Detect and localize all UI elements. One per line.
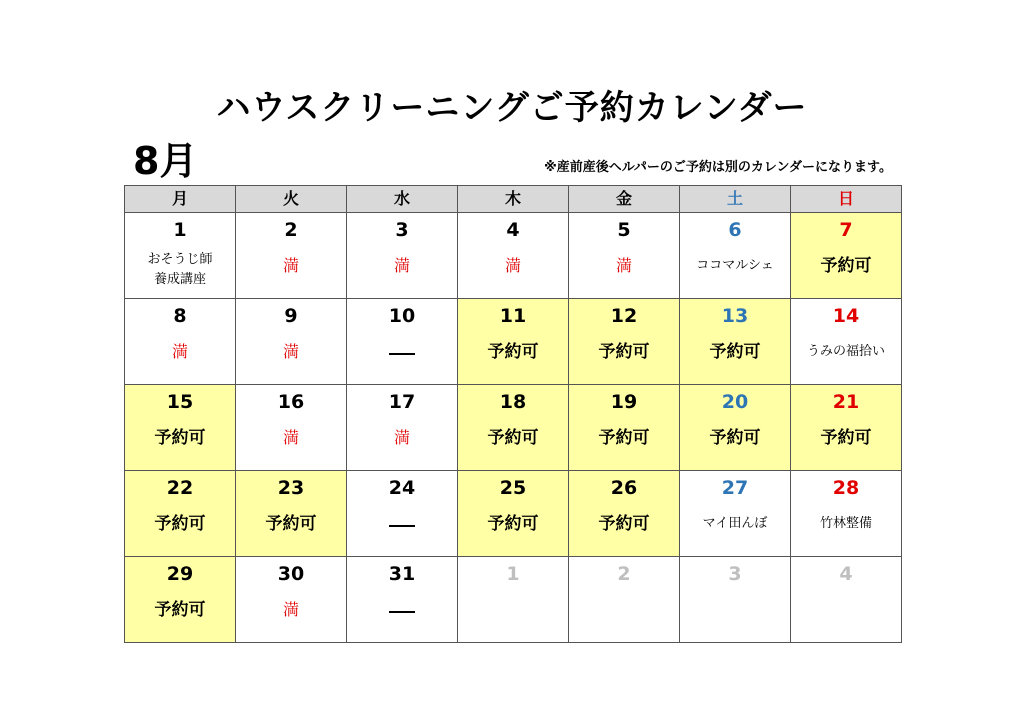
day-status: 予約可: [265, 514, 317, 534]
day-status: 満: [282, 256, 299, 275]
day-cell-19[interactable]: [569, 385, 680, 471]
day-status: 満: [171, 342, 188, 361]
next-month-cell-4: [791, 557, 902, 643]
day-status: 予約可: [820, 428, 872, 448]
day-cell-15[interactable]: [125, 385, 236, 471]
weekday-tue: 火: [236, 186, 347, 213]
day-status: 予約可: [487, 342, 539, 362]
day-status: ココマルシェ: [696, 258, 774, 273]
day-cell-7[interactable]: [791, 213, 902, 299]
day-number: 14: [832, 305, 860, 327]
day-status: 満: [504, 256, 521, 275]
day-cell-24[interactable]: [347, 471, 458, 557]
day-status: 満: [282, 428, 299, 447]
day-number: 5: [617, 219, 631, 241]
day-number: 20: [721, 391, 749, 413]
closed-dash: [389, 525, 415, 527]
day-cell-14[interactable]: [791, 299, 902, 385]
day-number: 3: [395, 219, 409, 241]
day-cell-30[interactable]: [236, 557, 347, 643]
day-number: 11: [499, 305, 527, 327]
day-cell-6[interactable]: [680, 213, 791, 299]
day-cell-21[interactable]: [791, 385, 902, 471]
day-number: 4: [506, 219, 520, 241]
day-number: 25: [499, 477, 527, 499]
day-cell-28[interactable]: [791, 471, 902, 557]
day-number: 19: [610, 391, 638, 413]
weekday-header-row: [125, 186, 902, 213]
day-cell-27[interactable]: [680, 471, 791, 557]
day-number: 18: [499, 391, 527, 413]
day-cell-31[interactable]: [347, 557, 458, 643]
day-number: 30: [277, 563, 305, 585]
note-text: ※産前産後ヘルパーのご予約は別のカレンダーになります。: [544, 160, 892, 175]
week-row: [125, 557, 902, 643]
day-status: 竹林整備: [819, 516, 872, 531]
weekday-thu: 木: [458, 186, 569, 213]
next-month-cell-1: [458, 557, 569, 643]
day-status: 予約可: [598, 514, 650, 534]
day-status: 予約可: [487, 514, 539, 534]
day-cell-25[interactable]: [458, 471, 569, 557]
day-status: うみの福拾い: [806, 344, 885, 359]
day-number: 24: [388, 477, 416, 499]
day-number: 21: [832, 391, 860, 413]
closed-dash: [389, 611, 415, 613]
day-cell-11[interactable]: [458, 299, 569, 385]
day-status: 満: [393, 256, 410, 275]
day-status: マイ田んぼ: [702, 516, 768, 531]
day-cell-3[interactable]: [347, 213, 458, 299]
day-cell-29[interactable]: [125, 557, 236, 643]
day-number: 1: [173, 219, 187, 241]
day-number: 6: [728, 219, 742, 241]
day-number: 9: [284, 305, 298, 327]
next-month-cell-3: [680, 557, 791, 643]
day-number: 28: [832, 477, 860, 499]
day-cell-9[interactable]: [236, 299, 347, 385]
week-row: [125, 471, 902, 557]
day-number: 26: [610, 477, 638, 499]
day-number: 4: [839, 563, 853, 585]
day-status: 満: [393, 428, 410, 447]
day-cell-13[interactable]: [680, 299, 791, 385]
closed-dash: [389, 353, 415, 355]
weekday-mon: 月: [125, 186, 236, 213]
day-cell-8[interactable]: [125, 299, 236, 385]
day-cell-23[interactable]: [236, 471, 347, 557]
day-cell-26[interactable]: [569, 471, 680, 557]
day-cell-12[interactable]: [569, 299, 680, 385]
day-status: 予約可: [709, 428, 761, 448]
day-cell-18[interactable]: [458, 385, 569, 471]
day-number: 16: [277, 391, 305, 413]
week-row: [125, 385, 902, 471]
day-cell-2[interactable]: [236, 213, 347, 299]
day-status: 予約可: [709, 342, 761, 362]
day-number: 3: [728, 563, 742, 585]
weekday-sun: 日: [791, 186, 902, 213]
day-cell-17[interactable]: [347, 385, 458, 471]
day-status: 予約可: [487, 428, 539, 448]
day-number: 12: [610, 305, 638, 327]
day-status: 予約可: [598, 342, 650, 362]
day-number: 8: [173, 305, 187, 327]
page-title: ハウスクリーニングご予約カレンダー: [216, 88, 808, 128]
day-status: 予約可: [154, 600, 206, 620]
day-number: 22: [166, 477, 194, 499]
day-status: 予約可: [154, 514, 206, 534]
week-row: [125, 213, 902, 299]
day-cell-16[interactable]: [236, 385, 347, 471]
day-number: 15: [166, 391, 194, 413]
day-number: 17: [388, 391, 416, 413]
day-status: 予約可: [154, 428, 206, 448]
day-cell-1[interactable]: [125, 213, 236, 299]
day-cell-4[interactable]: [458, 213, 569, 299]
day-number: 13: [721, 305, 749, 327]
day-number: 23: [277, 477, 305, 499]
day-number: 27: [721, 477, 749, 499]
day-number: 2: [284, 219, 298, 241]
calendar-table: [124, 185, 902, 643]
day-status: 満: [615, 256, 632, 275]
next-month-cell-2: [569, 557, 680, 643]
week-row: [125, 299, 902, 385]
day-cell-22[interactable]: [125, 471, 236, 557]
day-cell-20[interactable]: [680, 385, 791, 471]
weekday-sat: 土: [680, 186, 791, 213]
day-number: 1: [506, 563, 520, 585]
day-status: 予約可: [820, 256, 872, 276]
day-status: おそうじ師 養成講座: [147, 252, 213, 287]
day-status: 満: [282, 600, 299, 619]
weekday-fri: 金: [569, 186, 680, 213]
day-cell-10[interactable]: [347, 299, 458, 385]
day-number: 29: [166, 563, 194, 585]
day-status: 予約可: [598, 428, 650, 448]
day-status: 満: [282, 342, 299, 361]
day-cell-5[interactable]: [569, 213, 680, 299]
day-number: 2: [617, 563, 631, 585]
weekday-wed: 水: [347, 186, 458, 213]
day-number: 10: [388, 305, 416, 327]
day-number: 7: [839, 219, 853, 241]
day-number: 31: [388, 563, 416, 585]
month-label: 8月: [133, 139, 198, 183]
